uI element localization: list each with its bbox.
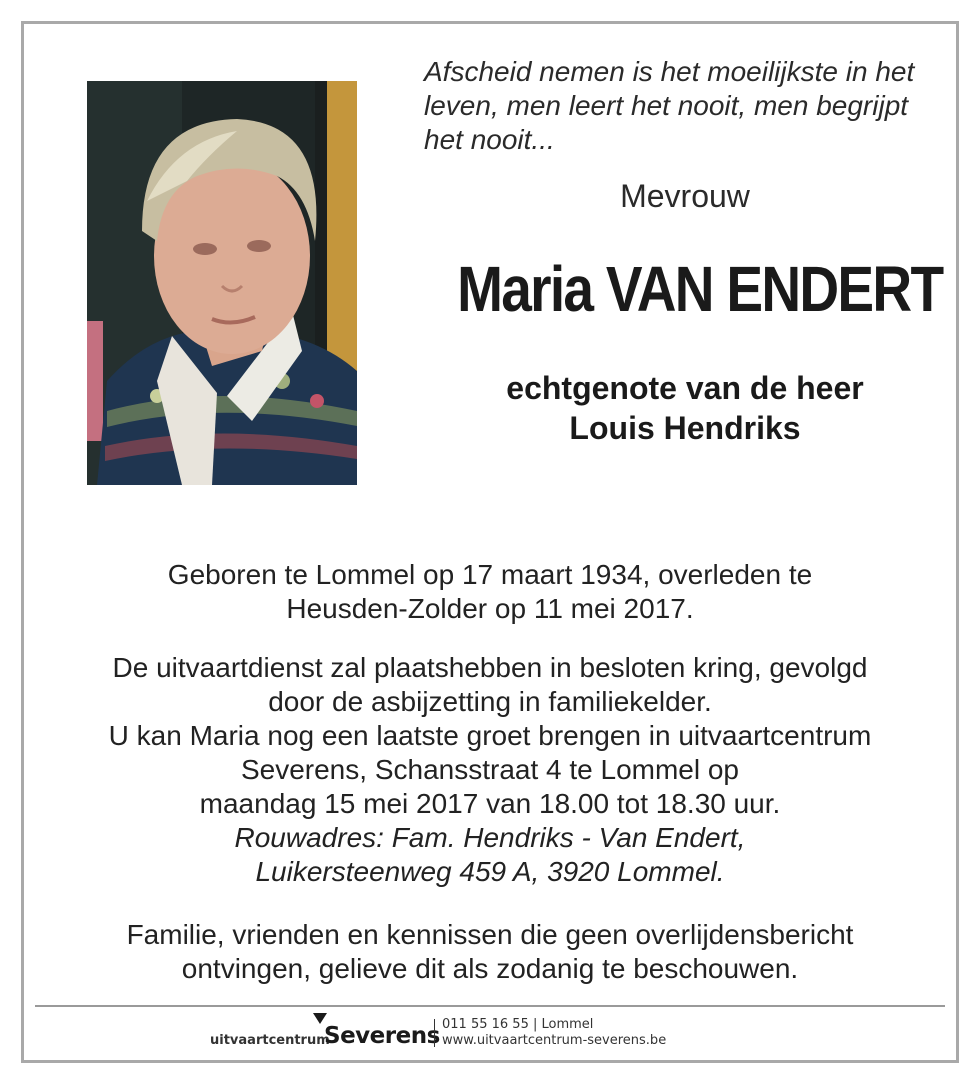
notice-paragraph: [30, 918, 950, 986]
notice-line-1: Familie, vrienden en kennissen die geen overlijdensbericht: [126, 919, 854, 950]
service-line-1: De uitvaartdienst zal plaatshebben in besloten kring, gevolgd: [112, 652, 868, 683]
spouse-line-2: Louis Hendriks: [569, 410, 801, 446]
portrait-photo: [87, 81, 357, 485]
spouse-info: [430, 368, 940, 448]
birth-death-line-2: Heusden-Zolder op 11 mei 2017.: [286, 593, 694, 624]
honorific-title: Mevrouw: [620, 178, 750, 214]
service-line-5: maandag 15 mei 2017 van 18.00 tot 18.30 uur.: [199, 788, 781, 819]
funeral-home-footer: [210, 1013, 770, 1053]
address-line-2: Luikersteenweg 459 A, 3920 Lommel.: [255, 856, 725, 887]
footer-brand: Severens: [324, 1023, 440, 1049]
opening-quote: Afscheid nemen is het moeilijkste in het leven, men leert het nooit, men begrijpt het nooit...: [424, 56, 915, 155]
service-paragraph: [30, 651, 950, 889]
deceased-name: Maria VAN ENDERT: [457, 253, 943, 325]
footer-website-link[interactable]: www.uitvaartcentrum-severens.be: [442, 1033, 667, 1048]
address-line-1: Rouwadres: Fam. Hendriks - Van Endert,: [234, 822, 746, 853]
footer-prefix: uitvaartcentrum: [210, 1033, 330, 1048]
spouse-line-1: echtgenote van de heer: [506, 370, 864, 406]
birth-death-line-1: Geboren te Lommel op 17 maart 1934, overleden te: [167, 559, 813, 590]
service-line-3: U kan Maria nog een laatste groet brengen in uitvaartcentrum: [108, 720, 872, 751]
footer-phone-city: 011 55 16 55 | Lommel: [442, 1017, 594, 1032]
service-line-4: Severens, Schansstraat 4 te Lommel op: [240, 754, 740, 785]
service-line-2: door de asbijzetting in familiekelder.: [268, 686, 712, 717]
footer-divider: [35, 1005, 945, 1007]
birth-death-paragraph: [30, 558, 950, 626]
notice-line-2: ontvingen, gelieve dit als zodanig te beschouwen.: [181, 953, 799, 984]
footer-separator: [434, 1019, 435, 1047]
